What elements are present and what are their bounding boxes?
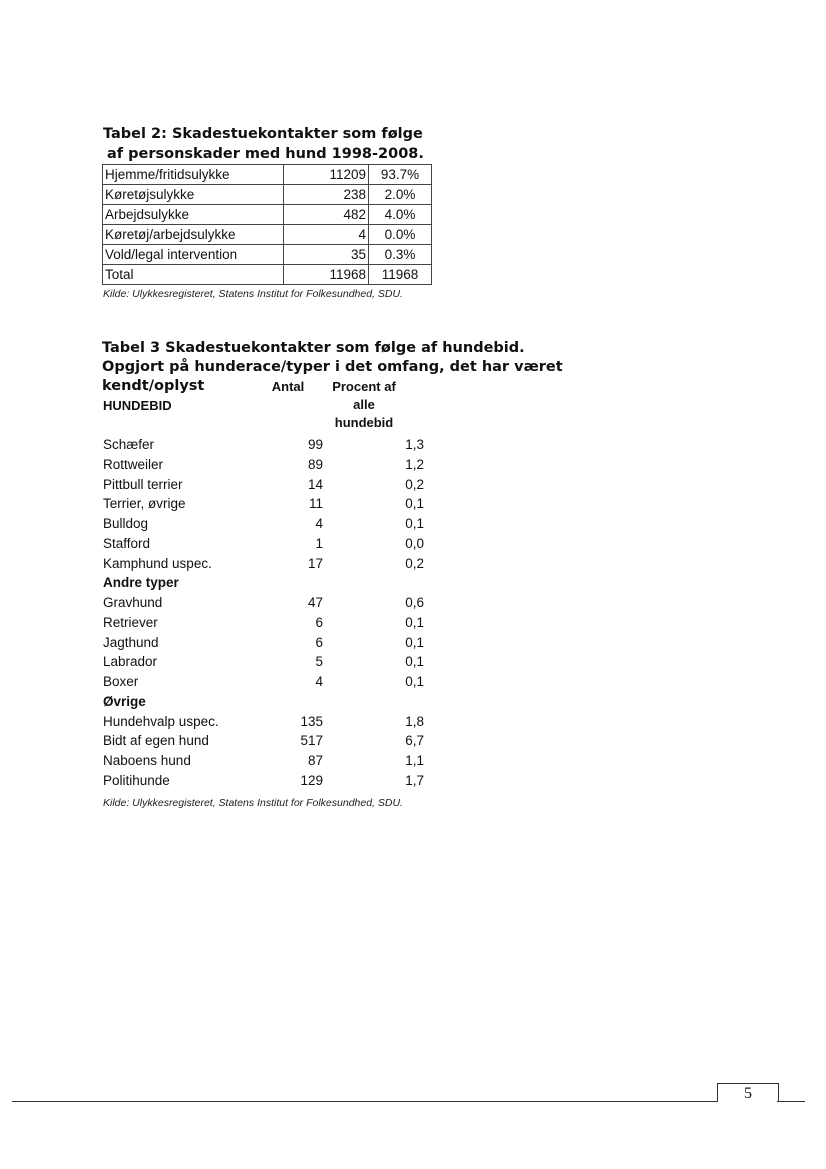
breed-count: 47 xyxy=(307,595,323,610)
breed-name: Labrador xyxy=(103,654,158,670)
table2-title-line1: Tabel 2: Skadestuekontakter som følge xyxy=(103,126,423,142)
table-row xyxy=(103,225,432,245)
table2-cell-label: Vold/legal intervention xyxy=(103,245,284,265)
table-row xyxy=(103,494,433,514)
table2-cell-label: Køretøj/arbejdsulykke xyxy=(103,225,284,245)
table-row xyxy=(103,514,433,534)
table2 xyxy=(102,164,432,285)
table2-cell-count: 11968 xyxy=(284,265,369,285)
table-row xyxy=(103,712,433,732)
table-row xyxy=(103,731,433,751)
group-heading-row xyxy=(103,573,433,593)
table2-cell-count: 482 xyxy=(284,205,369,225)
table-row xyxy=(103,771,433,791)
breed-percent: 0,2 xyxy=(405,476,424,492)
breed-name: Schæfer xyxy=(103,437,155,452)
breed-count: 89 xyxy=(307,456,323,472)
breed-count: 17 xyxy=(307,555,323,571)
breed-percent: 6,7 xyxy=(405,733,424,749)
breed-name: Gravhund xyxy=(103,595,163,610)
footer-rule xyxy=(12,1101,718,1102)
breed-percent: 0,1 xyxy=(405,634,424,650)
column-header-percent-line1: Procent af alle xyxy=(332,379,396,412)
breed-count: 6 xyxy=(315,614,323,630)
table2-cell-pct: 93.7% xyxy=(369,165,432,185)
breed-name: Stafford xyxy=(103,535,151,551)
table-row xyxy=(103,265,432,285)
breed-percent: 0,0 xyxy=(405,535,424,551)
table2-cell-label: Køretøjsulykke xyxy=(103,185,284,205)
table2-cell-count: 4 xyxy=(284,225,369,245)
table2-cell-count: 238 xyxy=(284,185,369,205)
breed-name: Bulldog xyxy=(103,516,149,531)
group-heading: Andre typer xyxy=(103,575,179,591)
breed-name: Kamphund uspec. xyxy=(103,555,212,571)
table-row xyxy=(103,672,433,692)
table2-cell-pct: 2.0% xyxy=(369,185,432,205)
table-row xyxy=(103,534,433,554)
table2-cell-count: 11209 xyxy=(284,165,369,185)
table3-source: Kilde: Ulykkesregisteret, Statens Institut for Folkesundhed, SDU. xyxy=(103,797,403,809)
table-row xyxy=(103,751,433,771)
table3-title-line2: Opgjort på hunderace/typer i det omfang, det har været kendt/oplyst xyxy=(102,359,563,394)
breed-percent: 0,1 xyxy=(405,674,424,689)
breed-percent: 0,1 xyxy=(405,614,424,630)
breed-count: 99 xyxy=(307,437,323,452)
table2-cell-pct: 4.0% xyxy=(369,205,432,225)
breed-percent: 1,1 xyxy=(405,753,424,768)
table2-cell-count: 35 xyxy=(284,245,369,265)
breed-name: Boxer xyxy=(103,674,139,689)
breed-name: Retriever xyxy=(103,614,158,630)
table-row xyxy=(103,185,432,205)
breed-name: Bidt af egen hund xyxy=(103,733,209,749)
group-heading-row xyxy=(103,692,433,712)
breed-percent: 1,3 xyxy=(405,437,424,452)
breed-count: 11 xyxy=(308,496,323,512)
table2-cell-label: Arbejdsulykke xyxy=(103,205,284,225)
breed-percent: 1,2 xyxy=(405,456,424,472)
column-header-antal: Antal xyxy=(271,379,305,394)
breed-percent: 0,1 xyxy=(405,496,424,512)
table-row xyxy=(103,633,433,653)
table-row xyxy=(103,613,433,633)
table2-cell-pct: 0.0% xyxy=(369,225,432,245)
breed-count: 5 xyxy=(315,654,323,670)
breed-name: Hundehvalp uspec. xyxy=(103,713,219,729)
table-row xyxy=(103,435,433,455)
table-row xyxy=(103,165,432,185)
table-row xyxy=(103,652,433,672)
footer-rule-right xyxy=(777,1101,805,1102)
breed-count: 129 xyxy=(300,772,323,788)
table-row xyxy=(103,245,432,265)
breed-percent: 0,2 xyxy=(405,555,424,571)
breed-name: Rottweiler xyxy=(103,456,164,472)
breed-count: 4 xyxy=(315,674,323,689)
page-number: 5 xyxy=(744,1085,752,1102)
breed-count: 1 xyxy=(315,535,323,551)
table-row xyxy=(103,475,433,495)
table2-source: Kilde: Ulykkesregisteret, Statens Institut for Folkesundhed, SDU. xyxy=(103,288,403,300)
breed-name: Pittbull terrier xyxy=(103,476,183,492)
breed-name: Jagthund xyxy=(103,634,159,650)
breed-percent: 0,6 xyxy=(405,595,424,610)
breed-count: 6 xyxy=(315,634,323,650)
breed-name: Terrier, øvrige xyxy=(103,496,186,512)
column-header-percent xyxy=(326,378,402,432)
table2-cell-pct: 0.3% xyxy=(369,245,432,265)
breed-count: 135 xyxy=(300,713,323,729)
breed-count: 14 xyxy=(307,476,323,492)
breed-name: Politihunde xyxy=(103,772,170,788)
breed-percent: 0,1 xyxy=(405,516,424,531)
table2-cell-label: Hjemme/fritidsulykke xyxy=(103,165,284,185)
breed-name: Naboens hund xyxy=(103,753,191,768)
table2-title-line2: af personskader med hund 1998-2008. xyxy=(107,146,424,162)
table-row xyxy=(103,205,432,225)
column-header-percent-line2: hundebid xyxy=(334,415,394,430)
breed-percent: 0,1 xyxy=(405,654,424,670)
table3-rows xyxy=(103,435,433,791)
breed-percent: 1,7 xyxy=(405,772,424,788)
breed-count: 4 xyxy=(315,516,323,531)
table-row xyxy=(103,554,433,574)
breed-percent: 1,8 xyxy=(405,713,424,729)
table3-title-line1: Tabel 3 Skadestuekontakter som følge af hundebid. xyxy=(102,340,525,356)
table2-title xyxy=(103,124,443,164)
table2-cell-label: Total xyxy=(103,265,284,285)
group-heading: Øvrige xyxy=(103,693,146,709)
table-row xyxy=(103,455,433,475)
column-header-hundebid: HUNDEBID xyxy=(103,398,172,413)
breed-count: 87 xyxy=(307,753,323,768)
table-row xyxy=(103,593,433,613)
table2-cell-pct: 11968 xyxy=(369,265,432,285)
breed-count: 517 xyxy=(300,733,323,749)
